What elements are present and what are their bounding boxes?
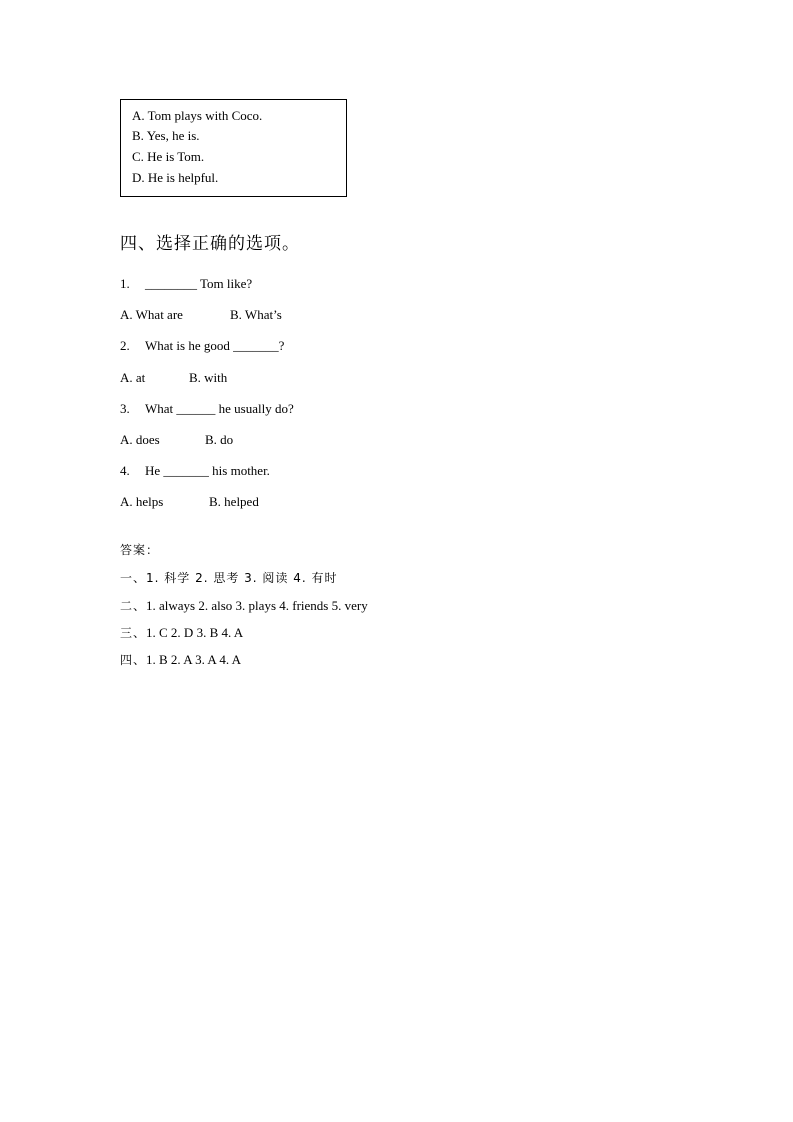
question-number: 2. (120, 338, 130, 353)
answer-text: 1. 科学 2. 思考 3. 阅读 4. 有时 (146, 571, 338, 585)
box-option-d: D. He is helpful. (132, 170, 219, 185)
option-a: A. at (120, 370, 146, 385)
answer-prefix: 四、 (120, 653, 147, 667)
question-text: He _______ his mother. (145, 463, 270, 478)
answer-prefix: 二、 (120, 599, 147, 613)
answer-text: 1. B 2. A 3. A 4. A (146, 652, 242, 667)
answer-prefix: 三、 (120, 626, 147, 640)
box-option-a: A. Tom plays with Coco. (132, 108, 263, 123)
answer-text: 1. C 2. D 3. B 4. A (146, 625, 244, 640)
answer-line (120, 625, 243, 641)
answer-text: 1. always 2. also 3. plays 4. friends 5. very (146, 598, 368, 613)
question-number: 4. (120, 463, 130, 478)
options-box (120, 99, 347, 197)
option-b: B. with (189, 370, 228, 385)
option-b: B. do (205, 432, 234, 447)
answer-line (120, 598, 368, 614)
box-option-b: B. Yes, he is. (132, 128, 200, 143)
answer-line (120, 652, 241, 668)
question-number: 1. (120, 276, 130, 291)
question-text: What ______ he usually do? (145, 401, 294, 416)
option-b: B. What’s (230, 307, 282, 322)
box-option-c: C. He is Tom. (132, 149, 205, 164)
answer-prefix: 一、 (120, 571, 147, 585)
option-a: A. What are (120, 307, 183, 322)
option-a: A. does (120, 432, 160, 447)
answers-title: 答案： (120, 543, 160, 557)
section-4-title: 四、选择正确的选项。 (120, 234, 300, 254)
option-a: A. helps (120, 494, 164, 509)
question-text: What is he good _______? (145, 338, 285, 353)
answer-line (120, 570, 338, 586)
option-b: B. helped (209, 494, 259, 509)
question-number: 3. (120, 401, 130, 416)
question-text: ________ Tom like? (145, 276, 253, 291)
